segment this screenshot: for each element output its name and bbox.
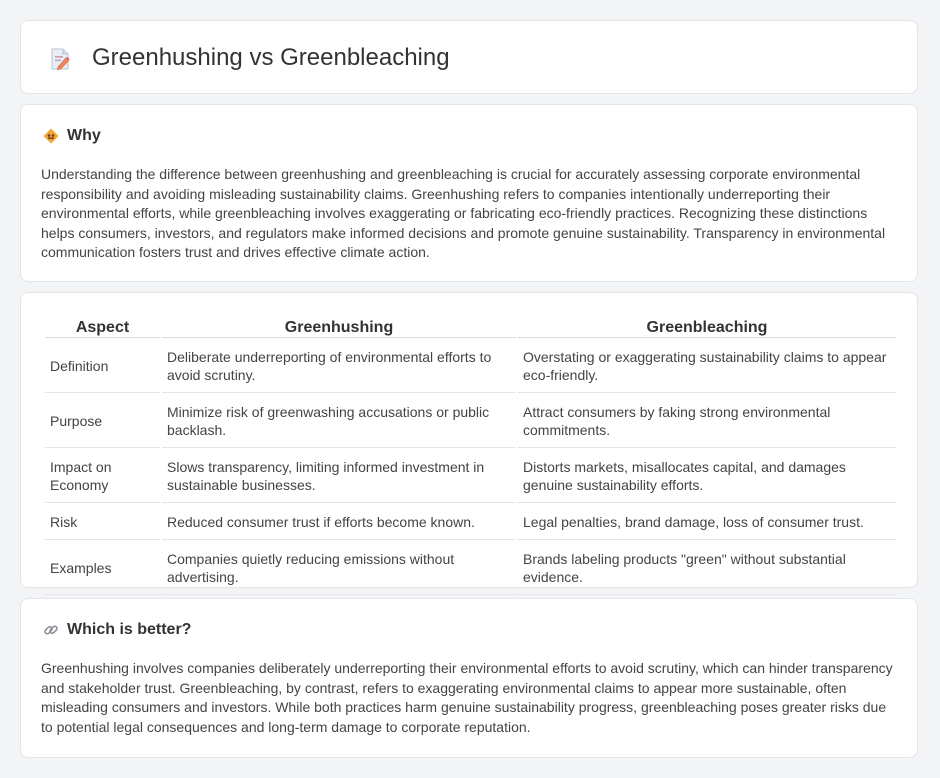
greenbleaching-cell: Brands labeling products "green" without substantial evidence. (518, 542, 896, 595)
aspect-cell: Examples (45, 542, 160, 595)
aspect-cell: Risk (45, 505, 160, 540)
which-is-better-section (20, 598, 918, 758)
table-row (45, 542, 896, 595)
aspect-cell: Definition (45, 340, 160, 393)
why-heading: Why (67, 127, 101, 144)
diamond-icon (43, 128, 59, 144)
greenhushing-cell: Reduced consumer trust if efforts become known. (162, 505, 516, 540)
greenbleaching-cell: Attract consumers by faking strong environmental commitments. (518, 395, 896, 448)
link-icon (43, 622, 59, 638)
table-row (45, 340, 896, 393)
better-text: Greenhushing involves companies deliberately underreporting their environmental efforts to avoid scrutiny, which can hinder transparency and stakeholder trust. Greenbleaching, by contrast, refers to exaggerating environmental claims to appear more sustainable, often misleading consumers and investors. While both practices harm genuine sustainability progress, greenbleaching poses greater risks due to potential legal consequences and long-term damage to corporate reputation. (41, 660, 893, 735)
table-row (45, 505, 896, 540)
column-header-greenhushing: Greenhushing (162, 315, 516, 338)
greenbleaching-cell: Legal penalties, brand damage, loss of consumer trust. (518, 505, 896, 540)
table-header-row (45, 315, 896, 338)
greenbleaching-cell: Distorts markets, misallocates capital, and damages genuine sustainability efforts. (518, 450, 896, 503)
header-card (20, 20, 918, 94)
aspect-cell: Purpose (45, 395, 160, 448)
table-row (45, 450, 896, 503)
column-header-aspect: Aspect (45, 315, 160, 338)
page-title: Greenhushing vs Greenbleaching (92, 44, 450, 71)
document-edit-icon (49, 47, 71, 71)
why-heading-row (43, 127, 101, 145)
table-row (45, 395, 896, 448)
column-header-greenbleaching: Greenbleaching (518, 315, 896, 338)
greenhushing-cell: Deliberate underreporting of environmental efforts to avoid scrutiny. (162, 340, 516, 393)
greenhushing-cell: Slows transparency, limiting informed investment in sustainable businesses. (162, 450, 516, 503)
greenhushing-cell: Companies quietly reducing emissions without advertising. (162, 542, 516, 595)
greenhushing-cell: Minimize risk of greenwashing accusations or public backlash. (162, 395, 516, 448)
better-heading-row (43, 621, 191, 639)
why-section (20, 104, 918, 282)
comparison-section (20, 292, 918, 588)
comparison-table (43, 313, 898, 597)
better-heading: Which is better? (67, 621, 192, 638)
why-text: Understanding the difference between greenhushing and greenbleaching is crucial for accurately assessing corporate environmental responsibility and avoiding misleading sustainability claims. Greenhushing refers to companies intentionally underreporting their environmental efforts, while greenbleaching involves exaggerating or fabricating eco-friendly practices. Recognizing these distinctions helps consumers, investors, and regulators make informed decisions and promote genuine sustainability. Transparency in environmental communication fosters trust and drives effective climate action. (41, 166, 886, 261)
greenbleaching-cell: Overstating or exaggerating sustainability claims to appear eco-friendly. (518, 340, 896, 393)
aspect-cell: Impact on Economy (45, 450, 160, 503)
